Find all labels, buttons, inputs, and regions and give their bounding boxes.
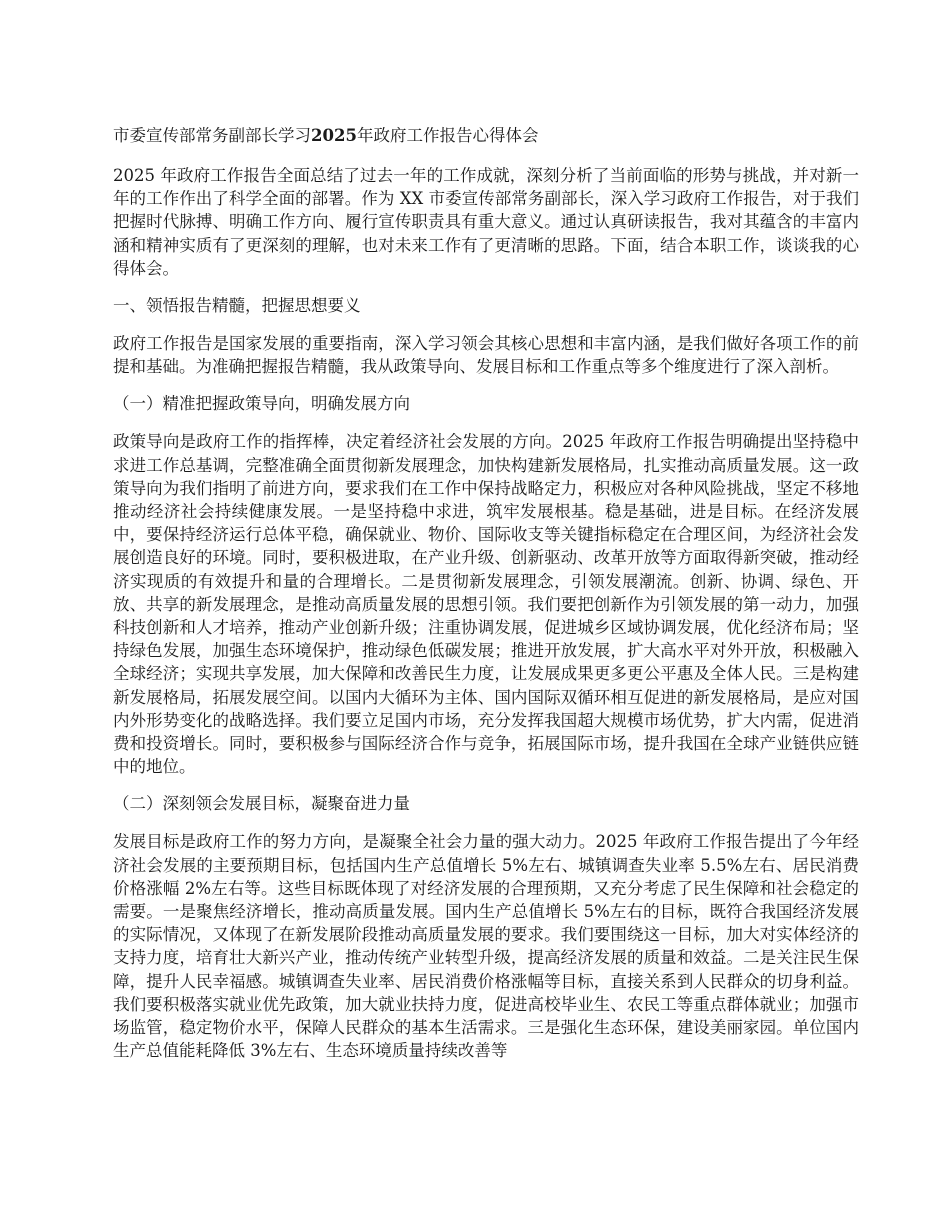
document-page (113, 124, 859, 1077)
document-title (113, 124, 859, 148)
subsection-1-paragraph: 政策导向是政府工作的指挥棒，决定着经济社会发展的方向。2025 年政府工作报告明确提出坚持稳中求进工作总基调，完整准确全面贯彻新发展理念，加快构建新发展格局，扎实推动高质量发展。这一政策导向为我们指明了前进方向，要求我们在工作中保持战略定力，积极应对各种风险挑战，坚定不移地推动经济社会持续健康发展。一是坚持稳中求进，筑牢发展根基。稳是基础，进是目标。在经济发展中，要保持经济运行总体平稳，确保就业、物价、国际收支等关键指标稳定在合理区间，为经济社会发展创造良好的环境。同时，要积极进取，在产业升级、创新驱动、改革开放等方面取得新突破，推动经济实现质的有效提升和量的合理增长。二是贯彻新发展理念，引领发展潮流。创新、协调、绿色、开放、共享的新发展理念，是推动高质量发展的思想引领。我们要把创新作为引领发展的第一动力，加强科技创新和人才培养，推动产业创新升级；注重协调发展，促进城乡区域协调发展，优化经济布局；坚持绿色发展，加强生态环境保护，推动绿色低碳发展；推进开放发展，扩大高水平对外开放，积极融入全球经济；实现共享发展，加大保障和改善民生力度，让发展成果更多更公平惠及全体人民。三是构建新发展格局，拓展发展空间。以国内大循环为主体、国内国际双循环相互促进的新发展格局，是应对国内外形势变化的战略选择。我们要立足国内市场，充分发挥我国超大规模市场优势，扩大内需，促进消费和投资增长。同时，要积极参与国际经济合作与竞争，拓展国际市场，提升我国在全球产业链供应链中的地位。 (113, 432, 859, 777)
title-prefix: 市委宣传部常务副部长学习 (113, 126, 311, 145)
subsection-heading-1: （一）精准把握政策导向，明确发展方向 (113, 394, 410, 414)
section-heading-1: 一、领悟报告精髓，把握思想要义 (113, 296, 361, 316)
subsection-2-paragraph: 发展目标是政府工作的努力方向，是凝聚全社会力量的强大动力。2025 年政府工作报告提出了今年经济社会发展的主要预期目标，包括国内生产总值增长 5%左右、城镇调查失业率 5.5%左右、居民消费价格涨幅 2%左右等。这些目标既体现了对经济发展的合理预期，又充分考虑了民生保障和社会稳定的需要。一是聚焦经济增长，推动高质量发展。国内生产总值增长 5%左右的目标，既符合我国经济发展的实际情况，又体现了在新发展阶段推动高质量发展的要求。我们要围绕这一目标，加大对实体经济的支持力度，培育壮大新兴产业，推动传统产业转型升级，提高经济发展的质量和效益。二是关注民生保障，提升人民幸福感。城镇调查失业率、居民消费价格涨幅等目标，直接关系到人民群众的切身利益。我们要积极落实就业优先政策，加大就业扶持力度，促进高校毕业生、农民工等重点群体就业；加强市场监管，稳定物价水平，保障人民群众的基本生活需求。三是强化生态环保，建设美丽家园。单位国内生产总值能耗降低 3%左右、生态环境质量持续改善等 (113, 832, 859, 1061)
section-1-paragraph: 政府工作报告是国家发展的重要指南，深入学习领会其核心思想和丰富内涵，是我们做好各项工作的前提和基础。为准确把握报告精髓，我从政策导向、发展目标和工作重点等多个维度进行了深入剖析。 (113, 334, 859, 377)
intro-paragraph: 2025 年政府工作报告全面总结了过去一年的工作成就，深刻分析了当前面临的形势与挑战，并对新一年的工作作出了科学全面的部署。作为 XX 市委宣传部常务副部长，深入学习政府工作报告，对于我们把握时代脉搏、明确工作方向、履行宣传职责具有重大意义。通过认真研读报告，我对其蕴含的丰富内涵和精神实质有了更深刻的理解，也对未来工作有了更清晰的思路。下面，结合本职工作，谈谈我的心得体会。 (113, 166, 859, 278)
subsection-heading-2: （二）深刻领会发展目标，凝聚奋进力量 (113, 794, 410, 814)
title-year: 2025 (311, 126, 357, 145)
title-suffix: 年政府工作报告心得体会 (356, 126, 539, 145)
